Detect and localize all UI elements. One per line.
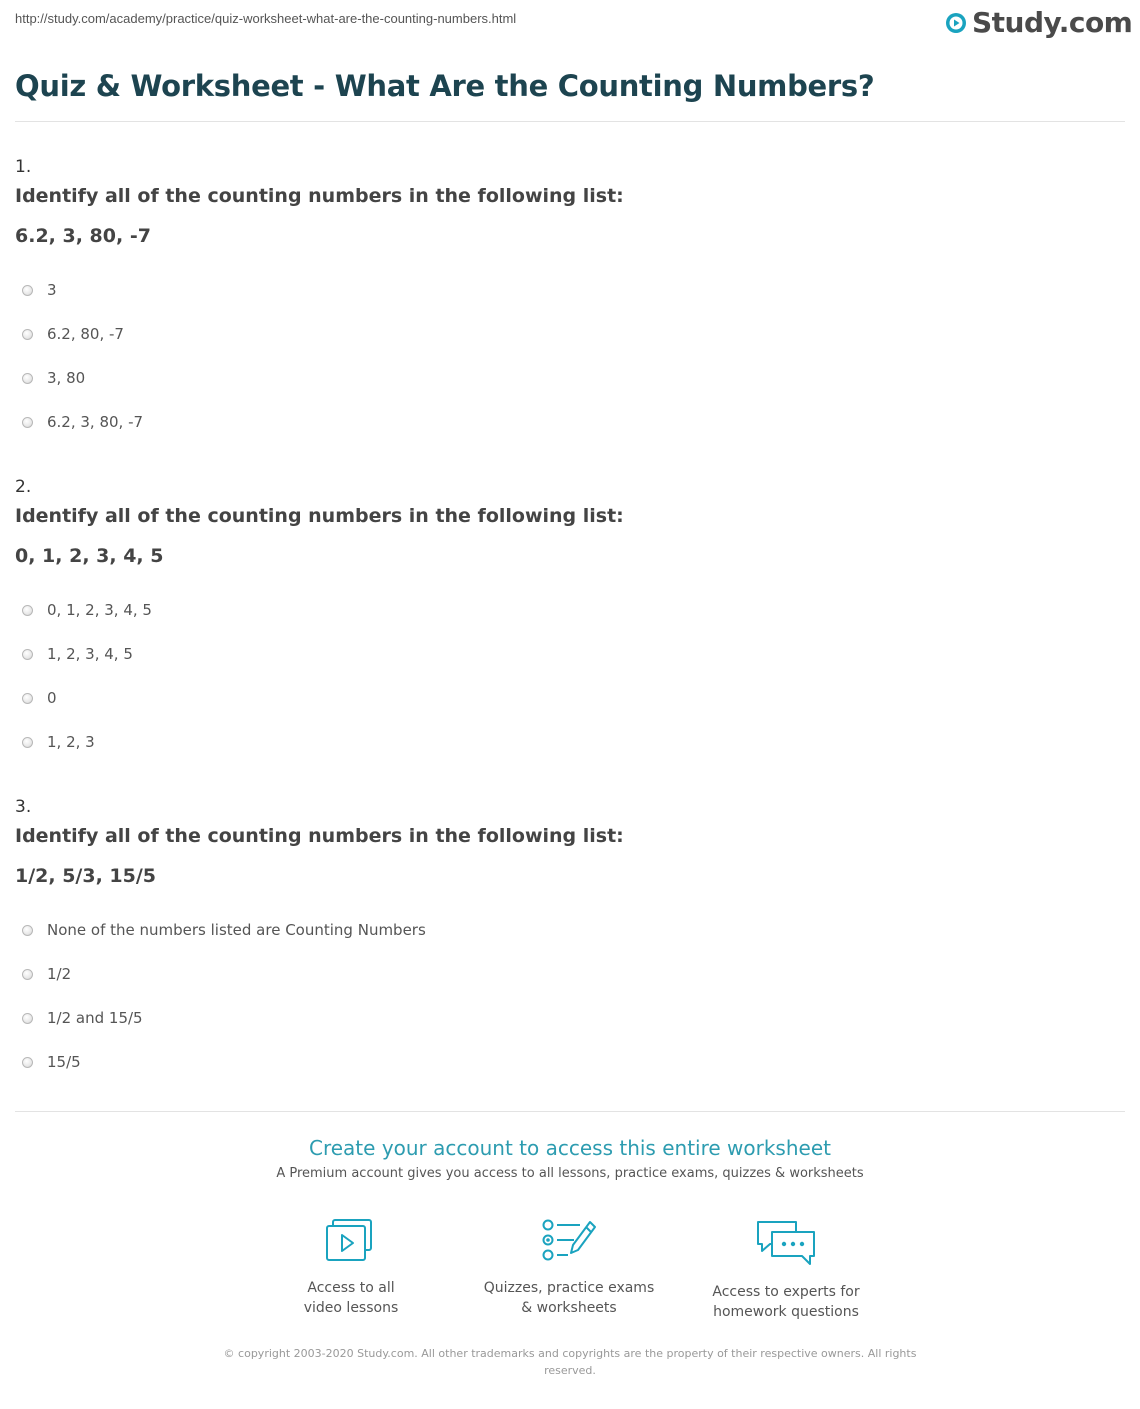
question-text: Identify all of the counting numbers in the following list: — [15, 185, 624, 207]
answer-option[interactable] — [22, 921, 426, 939]
logo-text: Study.com — [972, 6, 1133, 39]
answer-option[interactable] — [22, 645, 133, 663]
radio-button-icon[interactable] — [22, 1013, 33, 1024]
radio-button-icon[interactable] — [22, 737, 33, 748]
answer-label: 1, 2, 3 — [47, 733, 95, 751]
question-list: 1/2, 5/3, 15/5 — [15, 865, 157, 887]
chat-bubbles-icon — [754, 1218, 818, 1268]
radio-button-icon[interactable] — [22, 417, 33, 428]
feature-label-line1: Access to all — [307, 1280, 395, 1296]
question-number: 2. — [15, 477, 32, 497]
answer-label: None of the numbers listed are Counting Numbers — [47, 921, 426, 939]
answer-option[interactable] — [22, 1009, 143, 1027]
cta-divider — [15, 1111, 1125, 1112]
question-number: 1. — [15, 157, 32, 177]
page-url: http://study.com/academy/practice/quiz-worksheet-what-are-the-counting-numbers.html — [15, 11, 517, 26]
create-account-link[interactable]: Create your account to access this entire worksheet — [309, 1136, 831, 1160]
radio-button-icon[interactable] — [22, 285, 33, 296]
question-list: 0, 1, 2, 3, 4, 5 — [15, 545, 164, 567]
feature-label-line2: homework questions — [713, 1304, 859, 1320]
feature-label-line2: & worksheets — [521, 1300, 617, 1316]
answer-option[interactable] — [22, 281, 57, 299]
radio-button-icon[interactable] — [22, 649, 33, 660]
cta-subtitle: A Premium account gives you access to all lessons, practice exams, quizzes & worksheets — [276, 1166, 864, 1181]
question-text: Identify all of the counting numbers in the following list: — [15, 505, 624, 527]
feature-label-line1: Quizzes, practice exams — [483, 1280, 655, 1296]
question-text: Identify all of the counting numbers in the following list: — [15, 825, 624, 847]
answer-label: 3, 80 — [47, 369, 86, 387]
answer-option[interactable] — [22, 733, 95, 751]
question-list: 6.2, 3, 80, -7 — [15, 225, 151, 247]
copyright-notice: © copyright 2003-2020 Study.com. All other trademarks and copyrights are the property of their respective owners. All rights reserved. — [223, 1347, 917, 1377]
answer-label: 6.2, 3, 80, -7 — [47, 413, 144, 431]
answer-label: 0 — [47, 689, 57, 707]
answer-option[interactable] — [22, 601, 152, 619]
radio-button-icon[interactable] — [22, 925, 33, 936]
answer-option[interactable] — [22, 325, 124, 343]
play-circle-icon — [944, 11, 968, 35]
radio-button-icon[interactable] — [22, 1057, 33, 1068]
answer-option[interactable] — [22, 965, 71, 983]
answer-label: 1/2 and 15/5 — [47, 1009, 143, 1027]
radio-button-icon[interactable] — [22, 969, 33, 980]
answer-option[interactable] — [22, 689, 57, 707]
answer-label: 15/5 — [47, 1053, 81, 1071]
feature-video-lessons — [251, 1218, 451, 1318]
answer-option[interactable] — [22, 369, 85, 387]
feature-experts — [686, 1218, 886, 1322]
radio-button-icon[interactable] — [22, 605, 33, 616]
study-logo[interactable] — [944, 6, 1132, 39]
answer-label: 6.2, 80, -7 — [47, 325, 124, 343]
answer-label: 3 — [47, 281, 57, 299]
title-divider — [15, 121, 1125, 122]
answer-label: 1/2 — [47, 965, 72, 983]
feature-quizzes — [469, 1218, 669, 1318]
radio-button-icon[interactable] — [22, 329, 33, 340]
video-lessons-icon — [323, 1218, 379, 1264]
feature-label-line1: Access to experts for — [712, 1284, 860, 1300]
feature-label-line2: video lessons — [303, 1300, 399, 1316]
answer-label: 0, 1, 2, 3, 4, 5 — [47, 601, 152, 619]
radio-button-icon[interactable] — [22, 373, 33, 384]
answer-option[interactable] — [22, 413, 143, 431]
question-number: 3. — [15, 797, 32, 817]
radio-button-icon[interactable] — [22, 693, 33, 704]
quiz-checklist-icon — [540, 1218, 598, 1264]
answer-option[interactable] — [22, 1053, 81, 1071]
answer-label: 1, 2, 3, 4, 5 — [47, 645, 133, 663]
page-title: Quiz & Worksheet - What Are the Counting Numbers? — [15, 69, 875, 103]
